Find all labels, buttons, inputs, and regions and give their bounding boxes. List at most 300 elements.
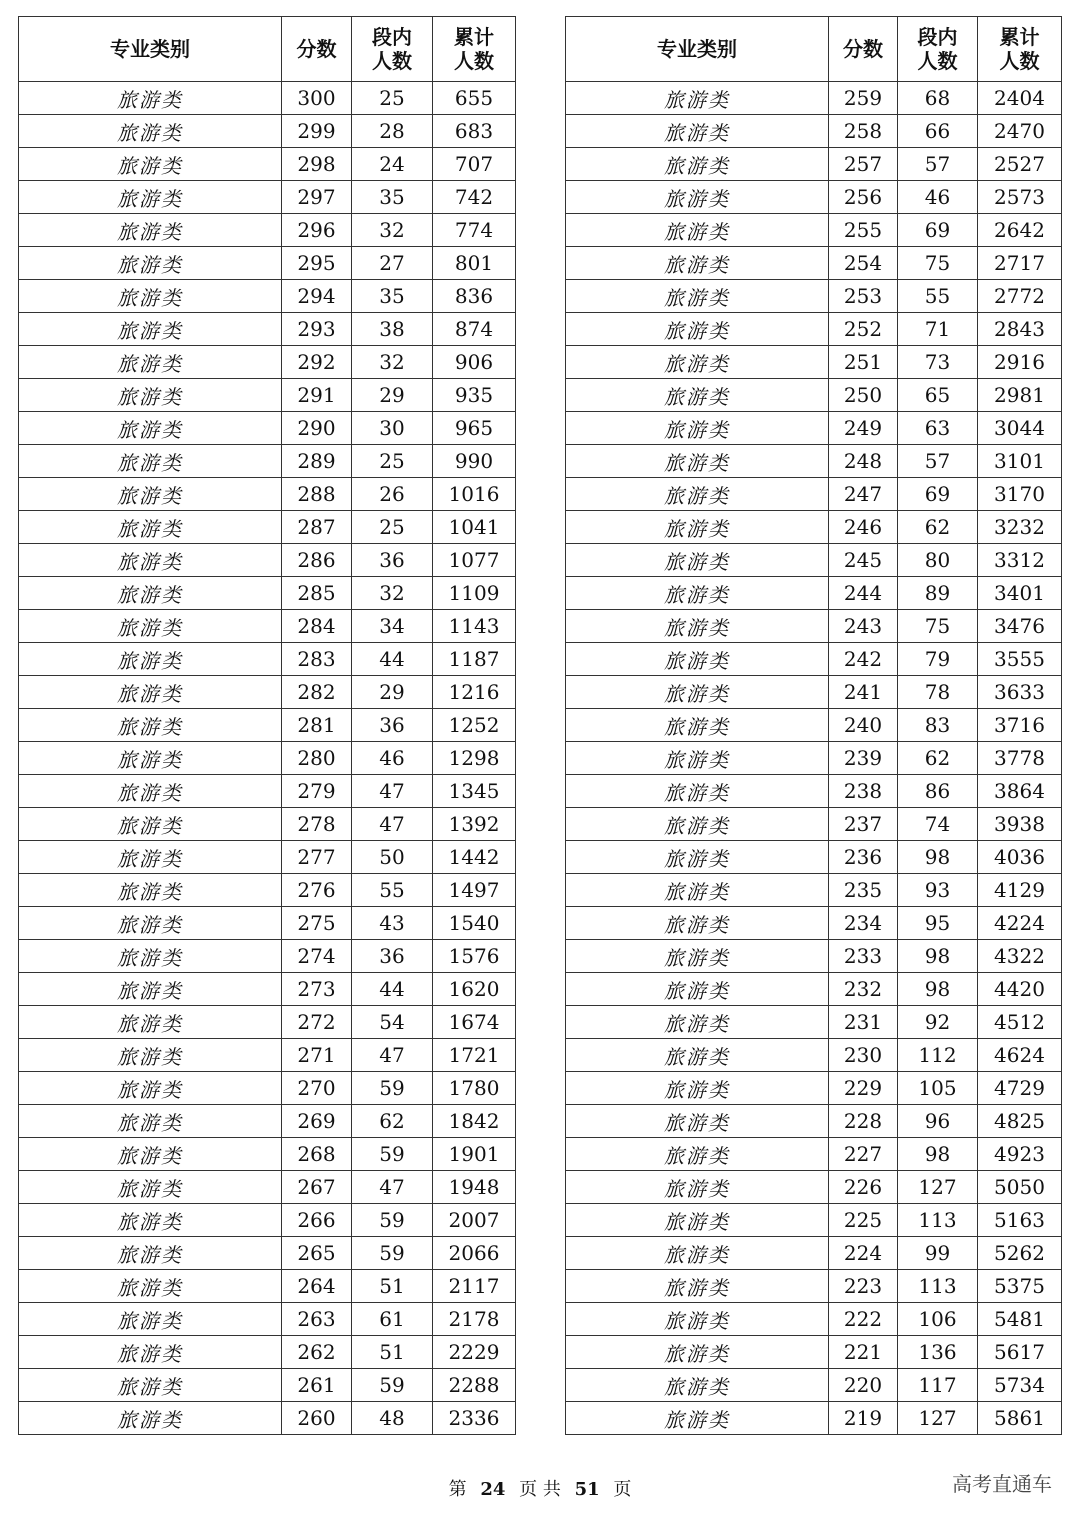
cell-cumulative-count: 906	[433, 346, 516, 379]
cell-cumulative-count: 1674	[433, 1006, 516, 1039]
cell-cumulative-count: 2642	[978, 214, 1062, 247]
table-row	[566, 841, 1062, 874]
cell-cumulative-count: 4036	[978, 841, 1062, 874]
cell-count-in-band: 61	[352, 1303, 433, 1336]
cell-score: 277	[282, 841, 352, 874]
cell-score: 243	[829, 610, 898, 643]
cell-category: 旅游类	[19, 808, 282, 841]
cell-category: 旅游类	[566, 313, 829, 346]
cell-count-in-band: 46	[898, 181, 978, 214]
cell-category: 旅游类	[19, 577, 282, 610]
cell-category: 旅游类	[19, 1039, 282, 1072]
cell-count-in-band: 71	[898, 313, 978, 346]
cell-cumulative-count: 1842	[433, 1105, 516, 1138]
cell-score: 253	[829, 280, 898, 313]
cell-category: 旅游类	[19, 82, 282, 115]
cell-cumulative-count: 990	[433, 445, 516, 478]
table-row	[19, 82, 516, 115]
cell-category: 旅游类	[566, 907, 829, 940]
cell-cumulative-count: 874	[433, 313, 516, 346]
cell-score: 258	[829, 115, 898, 148]
cell-category: 旅游类	[19, 1336, 282, 1369]
cell-count-in-band: 78	[898, 676, 978, 709]
table-row	[566, 1369, 1062, 1402]
cell-cumulative-count: 2288	[433, 1369, 516, 1402]
cell-count-in-band: 29	[352, 379, 433, 412]
cell-cumulative-count: 3044	[978, 412, 1062, 445]
table-row	[19, 1006, 516, 1039]
cell-count-in-band: 44	[352, 643, 433, 676]
cell-category: 旅游类	[566, 247, 829, 280]
cell-category: 旅游类	[566, 115, 829, 148]
cell-count-in-band: 36	[352, 709, 433, 742]
table-row	[19, 346, 516, 379]
cell-count-in-band: 25	[352, 511, 433, 544]
cell-cumulative-count: 2772	[978, 280, 1062, 313]
table-row	[19, 412, 516, 445]
cell-score: 242	[829, 643, 898, 676]
cell-score: 222	[829, 1303, 898, 1336]
cell-score: 263	[282, 1303, 352, 1336]
cell-category: 旅游类	[19, 511, 282, 544]
cell-cumulative-count: 2981	[978, 379, 1062, 412]
table-row	[19, 544, 516, 577]
cell-score: 232	[829, 973, 898, 1006]
table-row	[19, 808, 516, 841]
cell-score: 266	[282, 1204, 352, 1237]
cell-category: 旅游类	[19, 181, 282, 214]
cell-count-in-band: 51	[352, 1270, 433, 1303]
cell-category: 旅游类	[566, 1336, 829, 1369]
cell-count-in-band: 127	[898, 1171, 978, 1204]
table-row	[566, 379, 1062, 412]
cell-cumulative-count: 707	[433, 148, 516, 181]
cell-score: 251	[829, 346, 898, 379]
cell-cumulative-count: 1392	[433, 808, 516, 841]
cell-score: 236	[829, 841, 898, 874]
cell-count-in-band: 30	[352, 412, 433, 445]
cell-count-in-band: 59	[352, 1204, 433, 1237]
table-row	[566, 676, 1062, 709]
table-row	[19, 511, 516, 544]
cell-score: 269	[282, 1105, 352, 1138]
cell-category: 旅游类	[566, 511, 829, 544]
table-row	[19, 181, 516, 214]
cell-count-in-band: 59	[352, 1138, 433, 1171]
cell-category: 旅游类	[19, 115, 282, 148]
cell-score: 241	[829, 676, 898, 709]
cell-category: 旅游类	[19, 643, 282, 676]
table-row	[566, 1270, 1062, 1303]
cell-category: 旅游类	[566, 1204, 829, 1237]
cell-cumulative-count: 801	[433, 247, 516, 280]
cell-count-in-band: 59	[352, 1237, 433, 1270]
cell-count-in-band: 28	[352, 115, 433, 148]
cell-score: 300	[282, 82, 352, 115]
table-row	[566, 313, 1062, 346]
cell-category: 旅游类	[566, 1039, 829, 1072]
cell-count-in-band: 62	[898, 511, 978, 544]
cell-score: 281	[282, 709, 352, 742]
score-table-right	[565, 16, 1062, 1435]
cell-category: 旅游类	[19, 907, 282, 940]
cell-category: 旅游类	[19, 1303, 282, 1336]
table-row	[566, 808, 1062, 841]
cell-cumulative-count: 5375	[978, 1270, 1062, 1303]
cell-cumulative-count: 965	[433, 412, 516, 445]
cell-category: 旅游类	[566, 478, 829, 511]
cell-cumulative-count: 1901	[433, 1138, 516, 1171]
cell-count-in-band: 57	[898, 445, 978, 478]
page-footer	[0, 1475, 1080, 1501]
cell-cumulative-count: 2336	[433, 1402, 516, 1435]
cell-category: 旅游类	[19, 610, 282, 643]
cell-score: 267	[282, 1171, 352, 1204]
cell-score: 287	[282, 511, 352, 544]
cell-cumulative-count: 2229	[433, 1336, 516, 1369]
cell-category: 旅游类	[19, 1270, 282, 1303]
cell-score: 280	[282, 742, 352, 775]
cell-count-in-band: 43	[352, 907, 433, 940]
table-row	[19, 148, 516, 181]
cell-score: 297	[282, 181, 352, 214]
table-row	[566, 874, 1062, 907]
cell-cumulative-count: 1298	[433, 742, 516, 775]
cell-cumulative-count: 3476	[978, 610, 1062, 643]
cell-count-in-band: 62	[898, 742, 978, 775]
cell-count-in-band: 50	[352, 841, 433, 874]
cell-category: 旅游类	[19, 280, 282, 313]
cell-category: 旅游类	[566, 1006, 829, 1039]
table-row	[566, 1072, 1062, 1105]
table-row	[566, 445, 1062, 478]
table-row	[19, 874, 516, 907]
cell-category: 旅游类	[19, 445, 282, 478]
cell-cumulative-count: 5734	[978, 1369, 1062, 1402]
cell-count-in-band: 79	[898, 643, 978, 676]
cell-category: 旅游类	[566, 412, 829, 445]
cell-cumulative-count: 1216	[433, 676, 516, 709]
table-row	[566, 1006, 1062, 1039]
cell-category: 旅游类	[566, 280, 829, 313]
cell-count-in-band: 51	[352, 1336, 433, 1369]
cell-cumulative-count: 4624	[978, 1039, 1062, 1072]
header-cumulative-count: 累计 人数	[433, 17, 516, 82]
cell-count-in-band: 117	[898, 1369, 978, 1402]
table-row	[19, 247, 516, 280]
table-row	[566, 775, 1062, 808]
cell-category: 旅游类	[566, 775, 829, 808]
cell-category: 旅游类	[566, 874, 829, 907]
table-row	[566, 181, 1062, 214]
cell-score: 223	[829, 1270, 898, 1303]
table-row	[19, 610, 516, 643]
cell-category: 旅游类	[19, 1237, 282, 1270]
table-row	[566, 973, 1062, 1006]
cell-count-in-band: 55	[898, 280, 978, 313]
cell-count-in-band: 93	[898, 874, 978, 907]
cell-score: 292	[282, 346, 352, 379]
cell-cumulative-count: 3555	[978, 643, 1062, 676]
cell-count-in-band: 62	[352, 1105, 433, 1138]
table-row	[566, 907, 1062, 940]
page-number: 24	[480, 1479, 506, 1500]
cell-score: 284	[282, 610, 352, 643]
header-row	[19, 17, 516, 82]
table-row	[566, 742, 1062, 775]
cell-cumulative-count: 2573	[978, 181, 1062, 214]
cell-score: 238	[829, 775, 898, 808]
cell-cumulative-count: 5481	[978, 1303, 1062, 1336]
cell-count-in-band: 92	[898, 1006, 978, 1039]
table-row	[566, 115, 1062, 148]
header-cumulative-count: 累计 人数	[978, 17, 1062, 82]
cell-score: 271	[282, 1039, 352, 1072]
cell-score: 264	[282, 1270, 352, 1303]
cell-count-in-band: 68	[898, 82, 978, 115]
cell-category: 旅游类	[566, 1369, 829, 1402]
cell-count-in-band: 106	[898, 1303, 978, 1336]
cell-cumulative-count: 1041	[433, 511, 516, 544]
table-row	[19, 214, 516, 247]
cell-count-in-band: 69	[898, 214, 978, 247]
cell-cumulative-count: 2404	[978, 82, 1062, 115]
cell-category: 旅游类	[19, 709, 282, 742]
cell-score: 299	[282, 115, 352, 148]
cell-score: 298	[282, 148, 352, 181]
cell-score: 265	[282, 1237, 352, 1270]
table-row	[566, 214, 1062, 247]
cell-category: 旅游类	[19, 1204, 282, 1237]
cell-count-in-band: 136	[898, 1336, 978, 1369]
cell-category: 旅游类	[19, 973, 282, 1006]
table-row	[19, 1270, 516, 1303]
cell-score: 262	[282, 1336, 352, 1369]
cell-category: 旅游类	[566, 940, 829, 973]
cell-score: 224	[829, 1237, 898, 1270]
cell-count-in-band: 47	[352, 775, 433, 808]
cell-cumulative-count: 2470	[978, 115, 1062, 148]
cell-category: 旅游类	[19, 379, 282, 412]
cell-cumulative-count: 3864	[978, 775, 1062, 808]
cell-score: 282	[282, 676, 352, 709]
cell-score: 240	[829, 709, 898, 742]
cell-category: 旅游类	[19, 1369, 282, 1402]
cell-count-in-band: 127	[898, 1402, 978, 1435]
cell-count-in-band: 99	[898, 1237, 978, 1270]
cell-score: 220	[829, 1369, 898, 1402]
cell-count-in-band: 29	[352, 676, 433, 709]
cell-category: 旅游类	[566, 808, 829, 841]
cell-category: 旅游类	[566, 82, 829, 115]
cell-category: 旅游类	[566, 1105, 829, 1138]
cell-category: 旅游类	[19, 247, 282, 280]
cell-category: 旅游类	[19, 1402, 282, 1435]
cell-category: 旅游类	[566, 610, 829, 643]
table-row	[566, 1204, 1062, 1237]
cell-count-in-band: 83	[898, 709, 978, 742]
cell-category: 旅游类	[566, 577, 829, 610]
cell-count-in-band: 80	[898, 544, 978, 577]
cell-count-in-band: 36	[352, 544, 433, 577]
cell-count-in-band: 98	[898, 1138, 978, 1171]
cell-cumulative-count: 3312	[978, 544, 1062, 577]
cell-count-in-band: 89	[898, 577, 978, 610]
table-row	[566, 610, 1062, 643]
table-row	[19, 577, 516, 610]
cell-score: 231	[829, 1006, 898, 1039]
cell-count-in-band: 38	[352, 313, 433, 346]
cell-score: 273	[282, 973, 352, 1006]
cell-cumulative-count: 1143	[433, 610, 516, 643]
cell-cumulative-count: 2117	[433, 1270, 516, 1303]
cell-category: 旅游类	[566, 181, 829, 214]
table-row	[566, 1303, 1062, 1336]
cell-cumulative-count: 3716	[978, 709, 1062, 742]
table-row	[19, 1369, 516, 1402]
table-row	[19, 1204, 516, 1237]
cell-cumulative-count: 4825	[978, 1105, 1062, 1138]
cell-count-in-band: 32	[352, 346, 433, 379]
table-row	[19, 940, 516, 973]
cell-category: 旅游类	[19, 742, 282, 775]
cell-cumulative-count: 1948	[433, 1171, 516, 1204]
cell-score: 278	[282, 808, 352, 841]
table-row	[19, 676, 516, 709]
table-row	[566, 247, 1062, 280]
cell-cumulative-count: 5861	[978, 1402, 1062, 1435]
table-row	[19, 1303, 516, 1336]
header-score: 分数	[282, 17, 352, 82]
cell-score: 294	[282, 280, 352, 313]
table-row	[19, 709, 516, 742]
cell-score: 259	[829, 82, 898, 115]
cell-cumulative-count: 1016	[433, 478, 516, 511]
cell-count-in-band: 66	[898, 115, 978, 148]
cell-score: 245	[829, 544, 898, 577]
cell-cumulative-count: 1497	[433, 874, 516, 907]
cell-category: 旅游类	[19, 412, 282, 445]
cell-score: 228	[829, 1105, 898, 1138]
cell-cumulative-count: 1620	[433, 973, 516, 1006]
table-row	[19, 445, 516, 478]
cell-cumulative-count: 742	[433, 181, 516, 214]
table-row	[566, 1336, 1062, 1369]
cell-score: 239	[829, 742, 898, 775]
cell-count-in-band: 98	[898, 841, 978, 874]
cell-count-in-band: 25	[352, 445, 433, 478]
table-row	[566, 1039, 1062, 1072]
cell-count-in-band: 73	[898, 346, 978, 379]
table-row	[566, 1237, 1062, 1270]
table-row	[566, 412, 1062, 445]
cell-category: 旅游类	[19, 676, 282, 709]
cell-cumulative-count: 683	[433, 115, 516, 148]
cell-count-in-band: 26	[352, 478, 433, 511]
page-total: 51	[574, 1479, 600, 1500]
cell-count-in-band: 113	[898, 1270, 978, 1303]
cell-cumulative-count: 4729	[978, 1072, 1062, 1105]
cell-score: 257	[829, 148, 898, 181]
cell-category: 旅游类	[566, 445, 829, 478]
cell-category: 旅游类	[19, 313, 282, 346]
cell-cumulative-count: 5163	[978, 1204, 1062, 1237]
cell-cumulative-count: 3401	[978, 577, 1062, 610]
cell-category: 旅游类	[19, 1105, 282, 1138]
cell-score: 288	[282, 478, 352, 511]
cell-cumulative-count: 1187	[433, 643, 516, 676]
table-row	[19, 115, 516, 148]
header-count-in-band: 段内 人数	[898, 17, 978, 82]
cell-cumulative-count: 1576	[433, 940, 516, 973]
cell-score: 291	[282, 379, 352, 412]
table-row	[566, 709, 1062, 742]
cell-count-in-band: 55	[352, 874, 433, 907]
cell-category: 旅游类	[566, 973, 829, 1006]
cell-category: 旅游类	[566, 841, 829, 874]
cell-score: 286	[282, 544, 352, 577]
cell-count-in-band: 113	[898, 1204, 978, 1237]
table-row	[566, 577, 1062, 610]
cell-count-in-band: 32	[352, 577, 433, 610]
table-row	[566, 148, 1062, 181]
cell-category: 旅游类	[19, 1006, 282, 1039]
cell-count-in-band: 48	[352, 1402, 433, 1435]
table-row	[19, 1402, 516, 1435]
cell-category: 旅游类	[566, 1270, 829, 1303]
cell-category: 旅游类	[19, 874, 282, 907]
cell-score: 290	[282, 412, 352, 445]
cell-count-in-band: 69	[898, 478, 978, 511]
cell-score: 249	[829, 412, 898, 445]
cell-cumulative-count: 1442	[433, 841, 516, 874]
cell-score: 268	[282, 1138, 352, 1171]
cell-category: 旅游类	[566, 709, 829, 742]
cell-score: 260	[282, 1402, 352, 1435]
cell-cumulative-count: 2717	[978, 247, 1062, 280]
cell-category: 旅游类	[19, 1171, 282, 1204]
cell-category: 旅游类	[566, 148, 829, 181]
table-row	[566, 643, 1062, 676]
cell-category: 旅游类	[566, 1303, 829, 1336]
brand-watermark: 高考直通车	[952, 1472, 1052, 1496]
table-row	[19, 1237, 516, 1270]
cell-count-in-band: 36	[352, 940, 433, 973]
cell-cumulative-count: 1345	[433, 775, 516, 808]
cell-score: 261	[282, 1369, 352, 1402]
cell-cumulative-count: 3232	[978, 511, 1062, 544]
cell-cumulative-count: 836	[433, 280, 516, 313]
cell-count-in-band: 46	[352, 742, 433, 775]
cell-score: 227	[829, 1138, 898, 1171]
cell-category: 旅游类	[19, 346, 282, 379]
table-row	[19, 643, 516, 676]
cell-score: 248	[829, 445, 898, 478]
cell-count-in-band: 95	[898, 907, 978, 940]
table-row	[19, 280, 516, 313]
cell-cumulative-count: 1109	[433, 577, 516, 610]
cell-count-in-band: 98	[898, 973, 978, 1006]
cell-category: 旅游类	[566, 379, 829, 412]
cell-category: 旅游类	[566, 1072, 829, 1105]
cell-count-in-band: 35	[352, 280, 433, 313]
table-row	[19, 379, 516, 412]
cell-score: 229	[829, 1072, 898, 1105]
header-row	[566, 17, 1062, 82]
cell-category: 旅游类	[566, 346, 829, 379]
table-row	[566, 1171, 1062, 1204]
cell-category: 旅游类	[566, 1237, 829, 1270]
